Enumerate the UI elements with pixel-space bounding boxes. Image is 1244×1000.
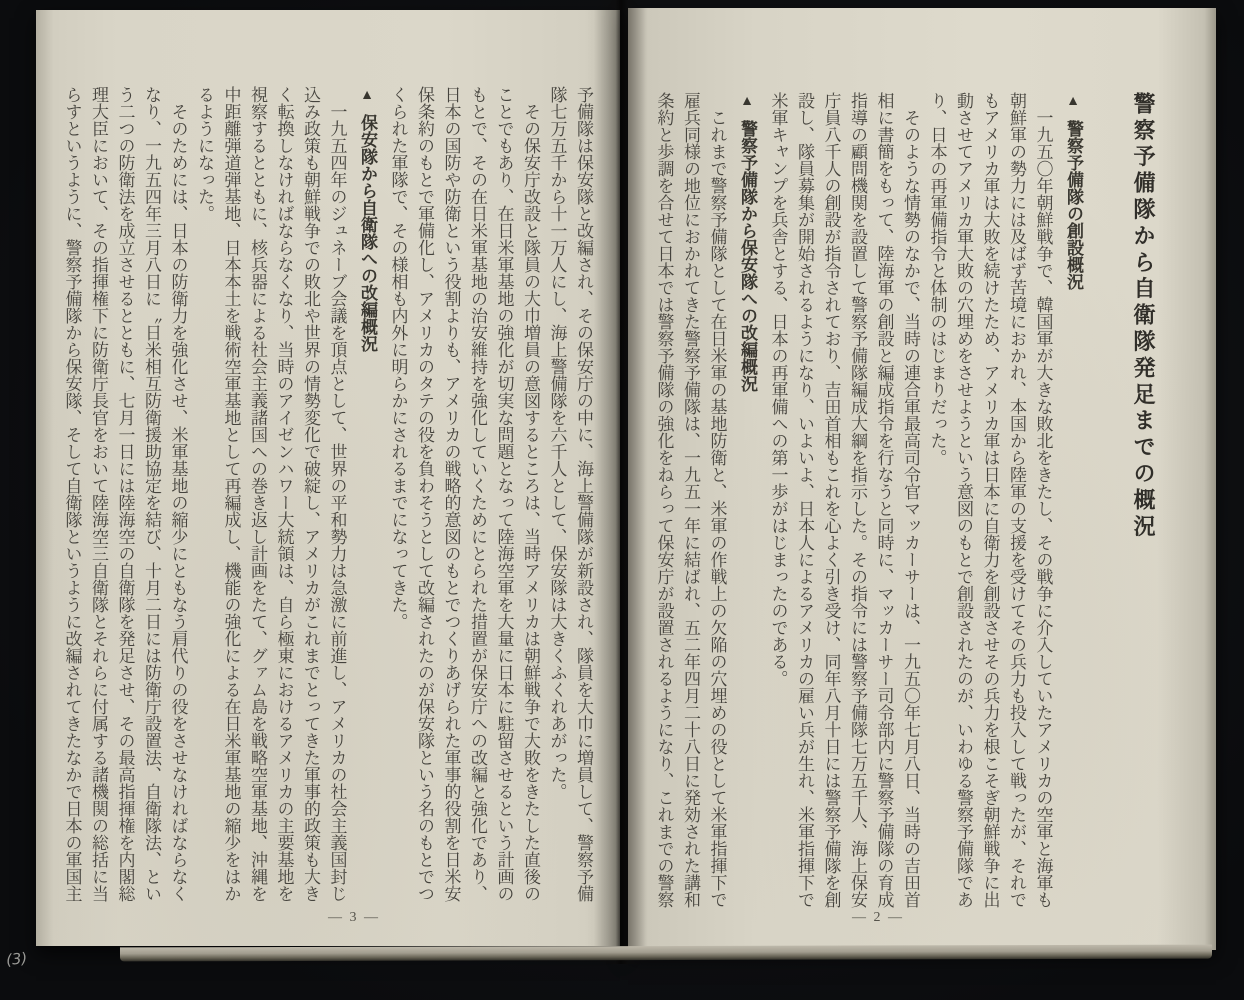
triangle-marker-icon: ▲ <box>739 92 755 108</box>
body-paragraph: その保安庁改設と隊員の大巾増員の意図するところは、当時アメリカは朝鮮戦争で大敗をきたした直後のことでもあり、在日米軍基地の強化が切実な問題となって陸海空軍を大量に日本に駐留させるという計画のもとで、その在日米軍基地の治安維持を強化していくためにとられた措置が保安庁への改編と強化であり、日本の国防や防衛という役割よりも、アメリカの戦略的意図のもとでつくりあげられた軍事的役割を日米安保条約のもとで軍備化し、アメリカのタテの役を負わそうとして改編されたのが保安隊という名のもとでつくられた軍隊で、その様相も内外に明らかにされるまでになってきた。 <box>388 86 540 902</box>
triangle-marker-icon: ▲ <box>359 86 375 102</box>
body-paragraph: 予備隊は保安隊と改編され、その保安庁の中に、海上警備隊が新設され、隊員を大巾に増員して、警察予備隊七万五千から十一万人にし、海上警備隊を六千人として、保安隊は大きくふくれあがった。 <box>547 86 593 902</box>
left-page-text <box>58 86 596 903</box>
triangle-marker-icon: ▲ <box>1065 92 1081 108</box>
stacked-page-edges <box>120 945 1212 962</box>
section-heading <box>1060 92 1087 909</box>
handwritten-page-note: (3) <box>5 948 29 970</box>
right-page-number: — 2 — <box>852 910 904 925</box>
page-right <box>628 8 1216 950</box>
section-heading-text: 警察予備隊の創設概況 <box>1064 120 1083 290</box>
right-page-text <box>650 92 1160 909</box>
body-paragraph: そのような情勢のなかで、当時の連合軍最高司令官マッカーサーは、一九五〇年七月八日、当時の吉田首相に書簡をもって、陸海軍の創設と編成指令を行なうと同時に、マッカーサー司令部内に警察予備隊の育成指導の顧問機関を設置して警察予備隊編成大綱を指示した。その指令には警察予備隊七万五千人、海上保安庁員八千人の創設が指令されており、吉田首相もこれを心よく引き受け、同年八月十日には警察予備隊を創設し、隊員募集が開始されるようになり、いよいよ、日本人によるアメリカの雇い兵が生れ、米軍指揮下で米軍キャンプを兵舎とする、日本の再軍備への第一歩がはじまったのである。 <box>768 92 920 908</box>
section-heading <box>734 92 761 909</box>
section-heading-text: 警察予備隊から保安隊への改編概況 <box>738 120 757 392</box>
body-paragraph: そのためには、日本の防衛力を強化させ、米軍基地の縮少にともなう肩代りの役をさせなければならなくなり、一九五四年三月八日に〝日米相互防衛援助協定を結び、十月二日には防衛庁設置法、自衛隊法、という二つの防衛法を成立させるとともに、七月一日には陸海空の自衛隊を発足させ、その最高指揮権を内閣総理大臣において、その指揮権下に防衛庁長官をおいて陸海空三自衛隊とそれらに付属する諸機関の総括に当らすというように、警察予備隊から保安隊、そして自衛隊というように改編されてきたなかで日本の軍国主 <box>62 86 188 902</box>
body-paragraph: 一九五四年のジュネーブ会議を頂点として、世界の平和勢力は急激に前進し、アメリカの社会主義国封じ込み政策も朝鮮戦争での敗北や世界の情勢変化で破綻し、アメリカがこれまでとってきた軍事的政策も大きく転換しなければならなくなり、当時のアイゼンハワー大統領は、自ら極東におけるアメリカの主要基地を視察するとともに、核兵器による社会主義諸国への巻き返し計画をたて、グァム島を戦略空軍基地、沖縄を中距離弾道弾基地、日本本土を戦術空軍基地として再編成し、機能の強化による在日米軍基地の縮少をはかるようになった。 <box>195 86 347 902</box>
body-paragraph: これまで警察予備隊として在日米軍の基地防衛と、米軍の作戦上の欠陥の穴埋めの役として米軍指揮下で雇兵同様の地位におかれてきた警察予備隊は、一九五一年に結ばれ、五二年四月二十八日に発効された講和条約と歩調を合せて日本では警察予備隊の強化をねらって保安庁が設置されるようになり、これまでの警察 <box>654 92 727 908</box>
section-heading-text: 保安隊から自衛隊への改編概況 <box>358 114 377 352</box>
left-page-number: — 3 — <box>328 910 380 925</box>
page-left <box>36 10 620 946</box>
book-title: 警察予備隊から自衛隊発足までの概況 <box>1131 92 1156 541</box>
section-heading <box>354 86 381 903</box>
body-paragraph: 一九五〇年朝鮮戦争で、韓国軍が大きな敗北をきたし、その戦争に介入していたアメリカの空軍と海軍も朝鮮軍の勢力には及ばず苦境におかれ、本国から陸軍の支援を受けてその兵力も投入して戦ったが、それでもアメリカ軍は大敗を続けたため、アメリカ軍は日本に自衛力を創設させその兵力を根こそぎ朝鮮戦争に出動させてアメリカ軍大敗の穴埋めをさせようという意図のもとで創設されたのが、いわゆる警察予備隊であり、日本の再軍備指令と体制のはじまりだった。 <box>927 92 1053 908</box>
